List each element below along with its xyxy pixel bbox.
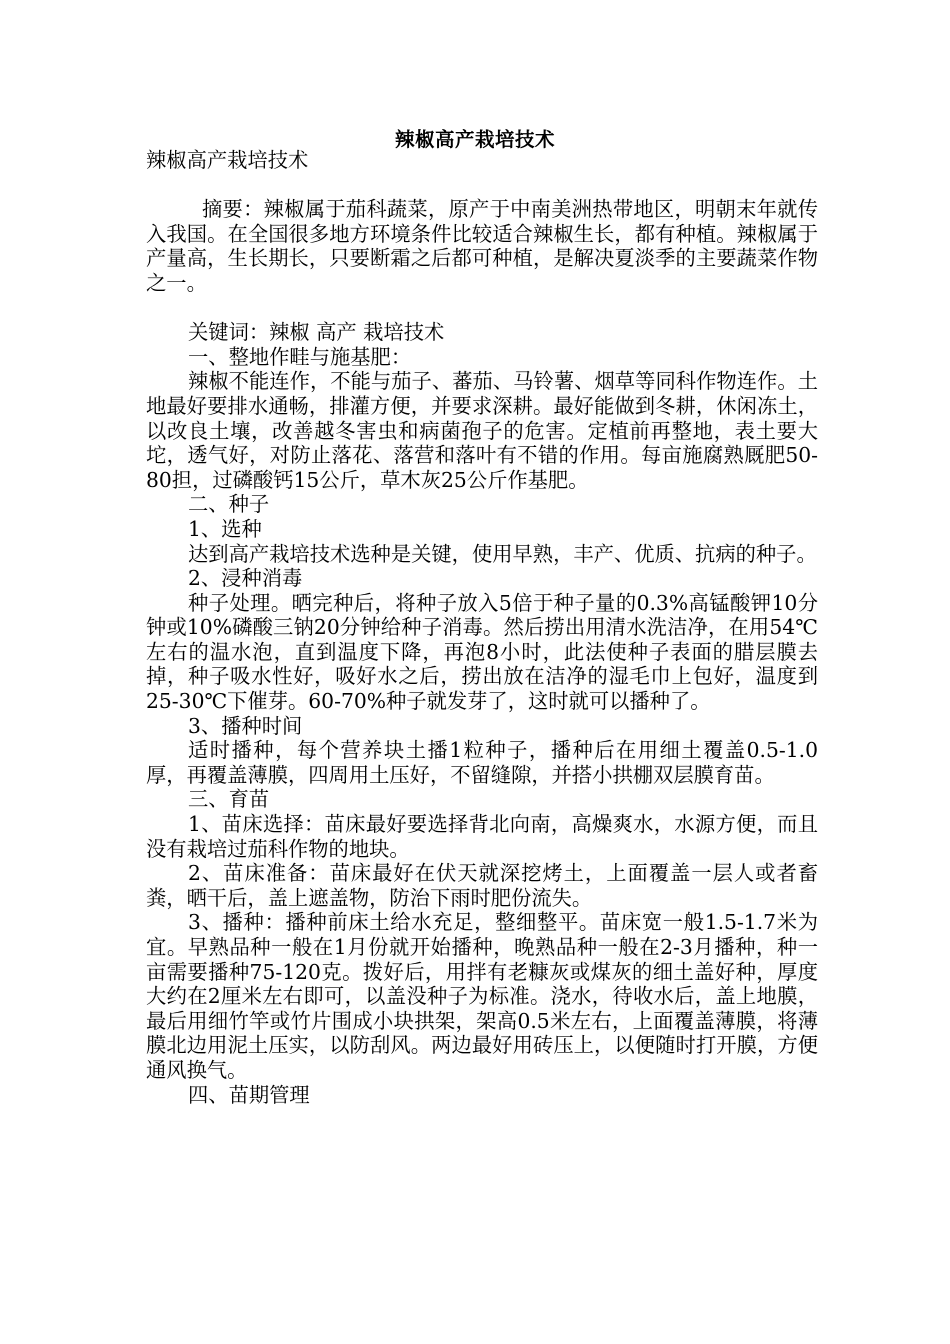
- subsection-2-1-heading: 1、选种: [188, 516, 262, 541]
- subsection-2-3-paragraph: 适时播种，每个营养块土播1粒种子，播种后在用细土覆盖0.5-1.0厚，再覆盖薄膜，四周用土压好，不留缝隙，并搭小拱棚双层膜育苗。: [146, 738, 818, 787]
- subsection-2-1-paragraph: 达到高产栽培技术选种是关键，使用早熟，丰产、优质、抗病的种子。: [188, 541, 817, 566]
- subsection-3-2-paragraph: 2、苗床准备：苗床最好在伏天就深挖烤土，上面覆盖一层人或者畜粪，晒干后，盖上遮盖物，防治下雨时肥份流失。: [146, 861, 818, 910]
- section-4-heading: 四、苗期管理: [188, 1082, 310, 1107]
- document-body: [146, 148, 818, 1107]
- spacer: [146, 173, 818, 198]
- subsection-2-2-paragraph: 种子处理。晒完种后，将种子放入5倍于种子量的0.3%高锰酸钾10分钟或10%磷酸三钠20分钟给种子消毒。然后捞出用清水洗洁净，在用54℃左右的温水泡，直到温度下降，再泡8小时，此法使种子表面的腊层膜去掉，种子吸水性好，吸好水之后，捞出放在洁净的湿毛巾上包好，温度到25-30℃下催芽。60-70%种子就发芽了，这时就可以播种了。: [146, 590, 818, 714]
- section-3-heading: 三、育苗: [188, 787, 270, 812]
- spacer: [146, 296, 818, 321]
- subsection-3-1-paragraph: 1、苗床选择：苗床最好要选择背北向南，高燥爽水，水源方便，而且没有栽培过茄科作物的地块。: [146, 812, 818, 861]
- document-subtitle: 辣椒高产栽培技术: [146, 148, 309, 172]
- subsection-3-3-paragraph: 3、播种：播种前床土给水充足，整细整平。苗床宽一般1.5-1.7米为宜。早熟品种一般在1月份就开始播种，晚熟品种一般在2-3月播种，种一亩需要播种75-120克。拨好后，用拌有老糠灰或煤灰的细土盖好种，厚度大约在2厘米左右即可，以盖没种子为标准。浇水，待收水后，盖上地膜，最后用细竹竿或竹片围成小块拱架，架高0.5米左右，上面覆盖薄膜，将薄膜北边用泥土压实，以防刮风。两边最好用砖压上，以便随时打开膜，方便通风换气。: [146, 910, 818, 1082]
- section-1-heading: 一、整地作畦与施基肥：: [188, 344, 412, 369]
- subsection-2-3-heading: 3、播种时间: [188, 713, 303, 738]
- document-title: 辣椒高产栽培技术: [394, 128, 555, 151]
- section-1-paragraph: 辣椒不能连作，不能与茄子、蕃茄、马铃薯、烟草等同科作物连作。土地最好要排水通畅，排灌方便，并要求深耕。最好能做到冬耕，休闲冻土，以改良土壤，改善越冬害虫和病菌孢子的危害。定植前再整地，表土要大坨，透气好，对防止落花、落营和落叶有不错的作用。每亩施腐熟厩肥50-80担，过磷酸钙15公斤，草木灰25公斤作基肥。: [146, 369, 818, 492]
- subsection-2-2-heading: 2、浸种消毒: [188, 566, 303, 591]
- keywords-line: 关键词：辣椒 高产 栽培技术: [188, 320, 445, 345]
- abstract-paragraph: 摘要：辣椒属于茄科蔬菜，原产于中南美洲热带地区，明朝末年就传入我国。在全国很多地方环境条件比较适合辣椒生长，都有种植。辣椒属于产量高，生长期长，只要断霜之后都可种植，是解决夏淡季的主要蔬菜作物之一。: [146, 197, 818, 295]
- section-2-heading: 二、种子: [188, 492, 270, 517]
